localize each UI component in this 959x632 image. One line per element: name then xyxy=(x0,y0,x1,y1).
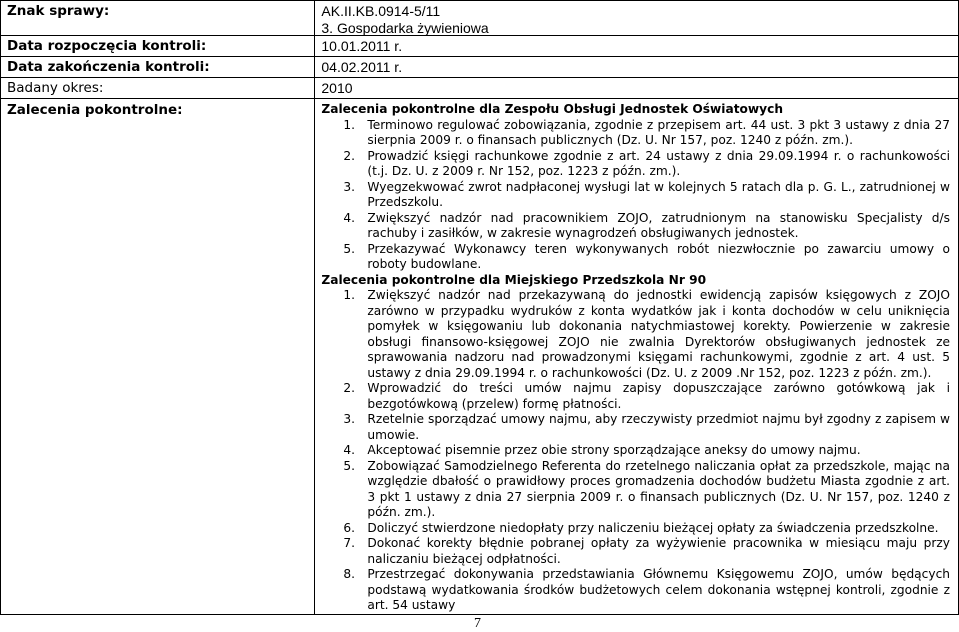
list-item: 4. Akceptować pisemnie przez obie strony sporządzające aneksy do umowy najmu. xyxy=(343,443,861,457)
list-item: 3. Rzetelnie sporządzać umowy najmu, aby rzeczywisty przedmiot najmu był zgodny z zapisem w umowie. xyxy=(343,412,950,442)
list-item: 6. Doliczyć stwierdzone niedopłaty przy naliczeniu bieżącej opłaty za świadczenia przedszkolne. xyxy=(343,520,939,535)
case-value: AK.II.KB.0914-5/11 xyxy=(315,1,959,22)
end-value: 04.02.2011 r. xyxy=(315,57,959,78)
case-row xyxy=(1,1,959,22)
recommendations-row xyxy=(1,99,959,615)
start-value: 10.01.2011 r. xyxy=(315,36,959,57)
end-row xyxy=(1,57,959,78)
list-item: 7. Dokonać korekty błędnie pobranej opłaty za wyżywienie pracownika w miesiącu maju przy naliczaniu bieżącej odpłatności. xyxy=(343,536,950,566)
section2-list xyxy=(321,288,950,614)
recommendations-label: Zalecenia pokontrolne: xyxy=(1,99,315,615)
section2-title: Zalecenia pokontrolne dla Miejskiego Przedszkola Nr 90 xyxy=(321,272,707,287)
start-label: Data rozpoczęcia kontroli: xyxy=(1,36,315,57)
list-item: 3. Wyegzekwować zwrot nadpłaconej wysługi lat w kolejnych 5 ratach dla p. G. L., zatrudnionej w Przedszkolu. xyxy=(343,179,950,209)
page-number: 7 xyxy=(474,616,481,631)
list-item: 2. Prowadzić księgi rachunkowe zgodnie z art. 24 ustawy z dnia 29.09.1994 r. o rachunkowości (t.j. Dz. U. z 2009 r. Nr 152, poz. 1223 z późn. zm.). xyxy=(343,148,950,178)
case-label: Znak sprawy: xyxy=(1,1,315,22)
start-row xyxy=(1,36,959,57)
list-item: 1. Zwiększyć nadzór nad przekazywaną do jednostki ewidencją zapisów księgowych z ZOJO zarówno w przypadku wydruków z konta wydatków jak i konta dochodów w celu uniknięcia pomyłek w księgowaniu lub dokonania natychmiastowej korekty. Powierzenie w zakresie obsługi finansowo-księgowej ZOJO nie zwalnia Dyrektorów obsługiwanych jednostek ze sprawowania nadzoru nad prowadzonymi księgami rachunkowymi, zgodnie z art. 4 ust. 5 ustawy z dnia 29.09.1994 r. o rachunkowości (Dz. U. z 2009 .Nr 152, poz. 1223 z późn. zm.). xyxy=(343,288,950,380)
list-item: 4. Zwiększyć nadzór nad pracownikiem ZOJO, zatrudnionym na stanowisku Specjalisty d/s rachuby i zasiłków, w zakresie wynagrodzeń obsługiwanych jednostek. xyxy=(343,210,950,240)
area-value: 3. Gospodarka żywieniowa xyxy=(315,21,959,36)
period-label: Badany okres: xyxy=(1,78,315,99)
recommendations-content xyxy=(315,99,959,615)
end-label: Data zakończenia kontroli: xyxy=(1,57,315,78)
area-row xyxy=(1,21,959,36)
period-row xyxy=(1,78,959,99)
list-item: 5. Przekazywać Wykonawcy teren wykonywanych robót niezwłocznie po zawarciu umowy o roboty budowlane. xyxy=(343,241,950,271)
section1-title: Zalecenia pokontrolne dla Zespołu Obsługi Jednostek Oświatowych xyxy=(321,102,783,116)
list-item: 1. Terminowo regulować zobowiązania, zgodnie z przepisem art. 44 ust. 3 pkt 3 ustawy z dnia 27 sierpnia 2009 r. o finansach publicznych (Dz. U. Nr 157, poz. 1240 z późn. zm.). xyxy=(343,117,950,147)
list-item: 5. Zobowiązać Samodzielnego Referenta do rzetelnego naliczania opłat za przedszkole, mając na względzie dbałość o prawidłowy proces gromadzenia dochodów budżetu Miasta zgodnie z art. 3 pkt 1 ustawy z dnia 27 sierpnia 2009 r. o finansach publicznych (Dz. U. Nr 157, poz. 1240 z późn. zm.). xyxy=(343,458,950,519)
section1-list xyxy=(321,118,950,273)
list-item: 8. Przestrzegać dokonywania przedstawiania Głównemu Księgowemu ZOJO, umów będących podstawą wydatkowania środków budżetowych celem dokonania wstępnej kontroli, zgodnie z art. 54 ustawy xyxy=(343,567,950,612)
period-value: 2010 xyxy=(315,78,959,99)
list-item: 2. Wprowadzić do treści umów najmu zapisy dopuszczające zarówno gotówkową jak i bezgotówkową (przelew) formę płatności. xyxy=(343,381,950,411)
